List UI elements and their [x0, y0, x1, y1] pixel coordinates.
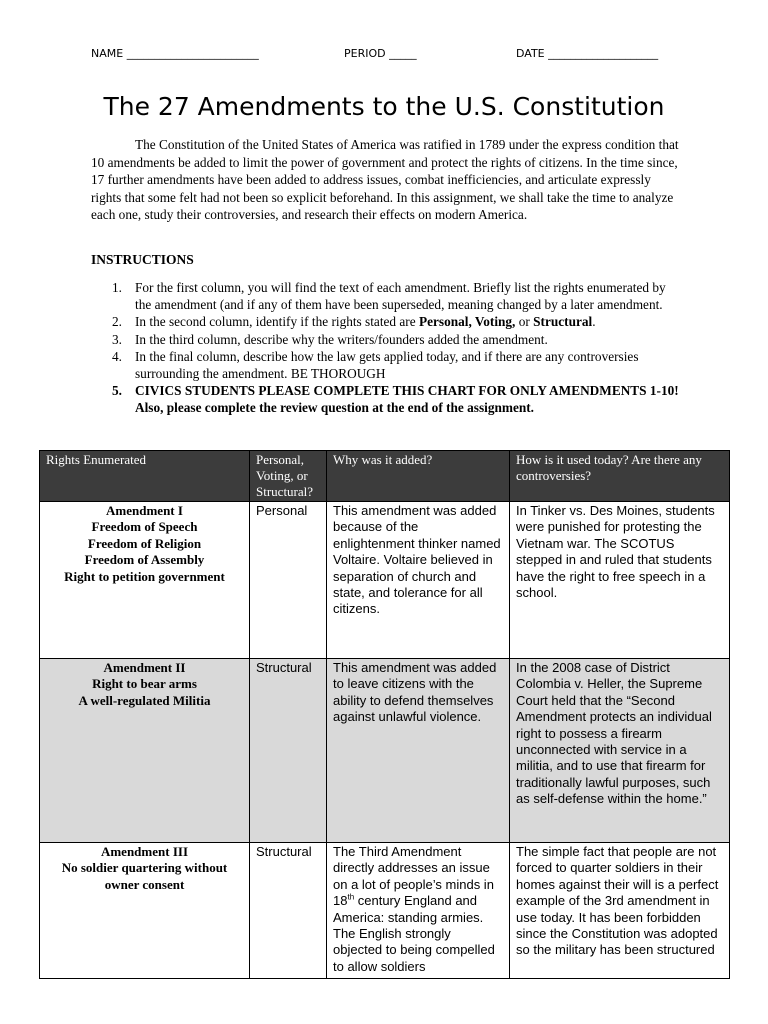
instruction-text: In the third column, describe why the writers/founders added the amendment. [135, 331, 548, 347]
today-cell[interactable]: The simple fact that people are not forced to quarter soldiers in their homes against their will is a perfect example of the 3rd amendment in use today. It has been forbidden since the Constitution was adopted so the military has been structured [510, 843, 730, 979]
column-header: Personal, Voting, or Structural? [250, 451, 327, 502]
amendment-line: Freedom of Speech [91, 519, 198, 535]
date-field[interactable]: DATE ____________________ [516, 47, 659, 60]
amendment-line: Right to bear arms [92, 676, 197, 692]
column-header: Why was it added? [327, 451, 510, 502]
amendment-line: Amendment III [100, 844, 189, 859]
table-row [40, 843, 730, 979]
table-row [40, 502, 730, 659]
amendment-line: A well-regulated Militia [78, 692, 211, 708]
instruction-text: or [515, 314, 534, 330]
column-header: How is it used today? Are there any controversies? [510, 451, 730, 502]
instruction-number: 3. [112, 331, 122, 347]
today-cell[interactable]: In Tinker vs. Des Moines, students were punished for protesting the Vietnam war. The SCOTUS stepped in and ruled that students have the right to free speech in a school. [510, 502, 730, 659]
instruction-text: CIVICS STUDENTS PLEASE COMPLETE THIS CHART FOR ONLY AMENDMENTS 1-10! Also, please complete the review question at the end of the assignment. [135, 383, 679, 416]
type-cell[interactable]: Structural [250, 659, 327, 843]
instruction-item [91, 348, 681, 382]
instruction-number: 2. [112, 314, 122, 330]
instructions-list [91, 279, 681, 417]
today-cell[interactable]: In the 2008 case of District Colombia v. Heller, the Supreme Court held that the “Second Amendment protects an individual right to possess a firearm unconnected with service in a militia, and to use that firearm for traditionally lawful purposes, such as self-defense within the home.” [510, 659, 730, 843]
name-field[interactable]: NAME ________________________ [91, 47, 259, 60]
amendment-line: Amendment II [103, 660, 186, 675]
instruction-text: In the final column, describe how the law gets applied today, and if there are any controversies surrounding the amendment. BE THOROUGH [135, 348, 639, 382]
table-row [40, 659, 730, 843]
column-header: Rights Enumerated [40, 451, 250, 502]
amendment-line: Freedom of Assembly [84, 552, 205, 568]
amendment-line: Amendment I [106, 503, 183, 518]
intro-paragraph [91, 136, 681, 224]
instruction-text: In the second column, identify if the rights stated are [135, 314, 419, 330]
instruction-item [91, 382, 681, 416]
instruction-item [91, 313, 681, 330]
amendment-cell [40, 843, 250, 979]
instruction-text: For the first column, you will find the text of each amendment. Briefly list the rights enumerated by the amendment (and if any of them have been superseded, meaning changed by a later amendment. [135, 280, 666, 313]
amendment-line: Right to petition government [64, 568, 225, 584]
instructions-heading: INSTRUCTIONS [91, 252, 194, 267]
instruction-number: 5. [112, 383, 122, 399]
why-cell[interactable]: This amendment was added to leave citizens with the ability to defend themselves against unlawful violence. [327, 659, 510, 843]
ordinal-suffix: th [347, 892, 355, 902]
why-cell[interactable] [327, 843, 510, 979]
intro-text: The Constitution of the United States of America was ratified in 1789 under the express condition that 10 amendments be added to limit the power of government and protect the rights of citizens. In the time since, 17 further amendments have been added to address issues, combat inefficiencies, and articulate expressly rights that some felt had not been so explicit beforehand. In this assignment, we shall take the time to analyze each one, study their controversies, and research their effects on modern America. [91, 137, 679, 223]
table-header-row [40, 451, 730, 502]
type-cell[interactable]: Structural [250, 843, 327, 979]
student-info-header [0, 47, 768, 67]
type-cell[interactable]: Personal [250, 502, 327, 659]
instruction-number: 1. [112, 280, 122, 295]
amendments-table [39, 450, 730, 979]
instruction-text: . [592, 314, 596, 330]
why-cell[interactable]: This amendment was added because of the enlightenment thinker named Voltaire. Voltaire believed in separation of church and state, and tolerance for all citizens. [327, 502, 510, 659]
instruction-bold: Personal, Voting, [418, 314, 516, 330]
amendment-line: Freedom of Religion [87, 535, 202, 551]
instruction-number: 4. [112, 348, 122, 364]
amendment-cell [40, 659, 250, 843]
amendment-line: No soldier quartering without owner consent [61, 860, 228, 892]
why-text: The Third Amendment directly addresses an issue on a lot of people’s minds in 18 [333, 844, 494, 909]
instruction-item [91, 331, 681, 348]
instruction-item [91, 279, 681, 313]
period-field[interactable]: PERIOD _____ [344, 47, 417, 60]
page-title: The 27 Amendments to the U.S. Constitution [103, 92, 665, 121]
amendment-cell [40, 502, 250, 659]
instruction-bold: Structural [533, 314, 593, 330]
why-text: century England and America: standing armies. The English strongly objected to being compelled to allow soldiers [333, 893, 495, 974]
